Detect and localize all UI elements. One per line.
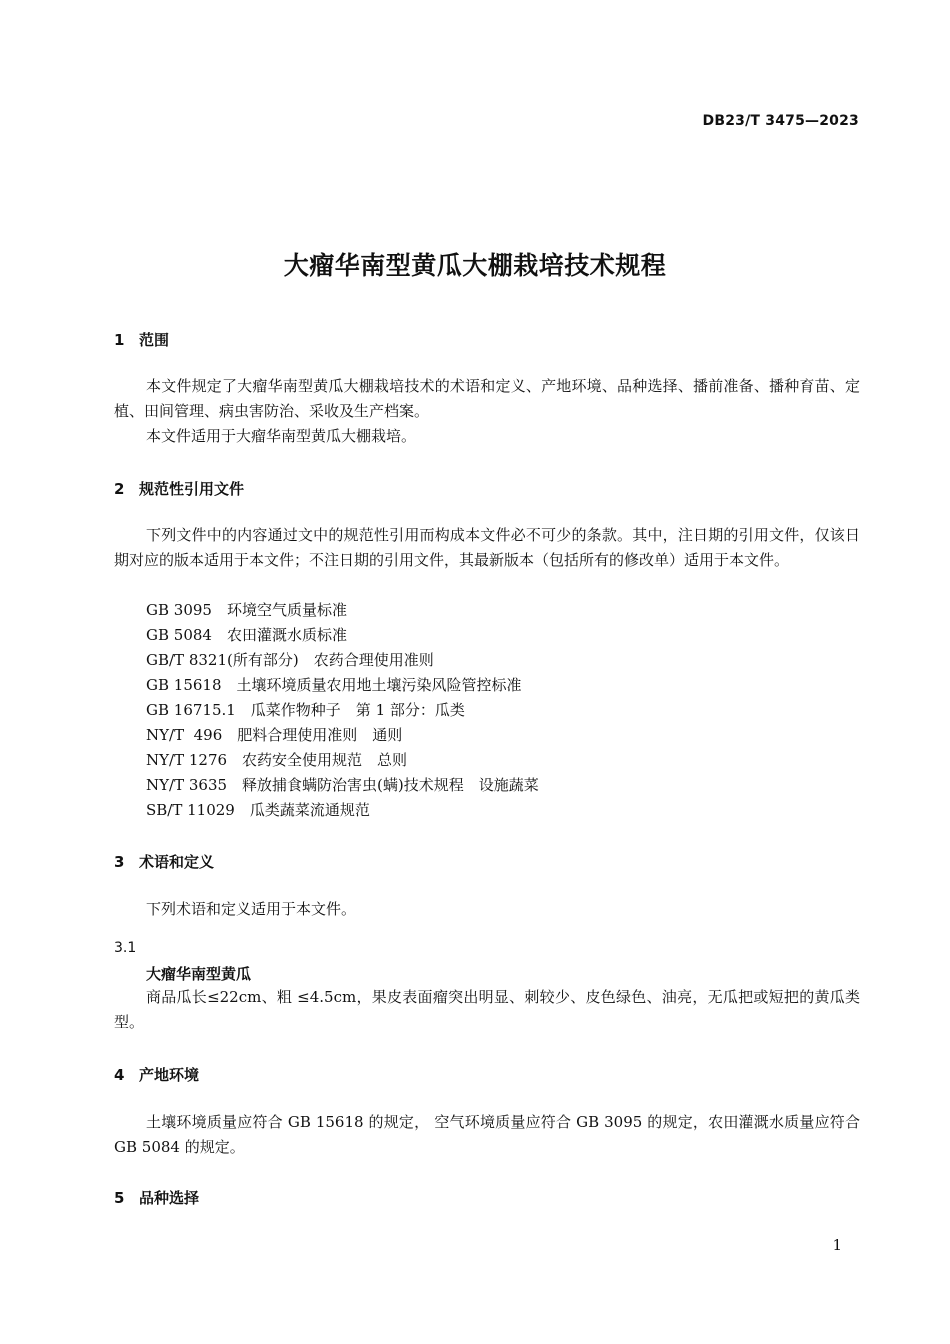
section-title: 产地环境 bbox=[139, 1066, 200, 1084]
document-title: 大瘤华南型黄瓜大棚栽培技术规程 bbox=[283, 251, 667, 280]
reference-item: NY/T 3635 释放捕食螨防治害虫(螨)技术规程 设施蔬菜 bbox=[146, 776, 539, 794]
scope-paragraph-2: 本文件适用于大瘤华南型黄瓜大棚栽培。 bbox=[146, 427, 417, 445]
references-intro-paragraph: 下列文件中的内容通过文中的规范性引用而构成本文件必不可少的条款。其中，注日期的引用文件，仅该日期对应的版本适用于本文件；不注日期的引用文件，其最新版本（包括所有的修改单）适用于本文件。 bbox=[114, 526, 860, 569]
section-number: 3 bbox=[114, 853, 125, 871]
section-heading-2 bbox=[114, 478, 244, 499]
section-number: 2 bbox=[114, 480, 125, 498]
section-number: 4 bbox=[114, 1066, 125, 1084]
reference-item: SB/T 11029 瓜类蔬菜流通规范 bbox=[146, 801, 370, 819]
reference-item: GB/T 8321(所有部分) 农药合理使用准则 bbox=[146, 651, 434, 669]
section-title: 规范性引用文件 bbox=[139, 480, 245, 498]
reference-item: GB 15618 土壤环境质量农用地土壤污染风险管控标准 bbox=[146, 676, 522, 694]
section-heading-1 bbox=[114, 329, 169, 350]
environment-paragraph: 土壤环境质量应符合 GB 15618 的规定， 空气环境质量应符合 GB 3095 的规定，农田灌溉水质量应符合GB 5084 的规定。 bbox=[114, 1113, 860, 1156]
reference-item: GB 16715.1 瓜菜作物种子 第 1 部分：瓜类 bbox=[146, 701, 465, 719]
section-heading-4 bbox=[114, 1064, 199, 1085]
page-number: 1 bbox=[832, 1236, 842, 1254]
section-title: 范围 bbox=[139, 331, 170, 349]
section-number: 1 bbox=[114, 331, 125, 349]
reference-item: NY/T 1276 农药安全使用规范 总则 bbox=[146, 751, 408, 769]
reference-item: GB 3095 环境空气质量标准 bbox=[146, 601, 347, 619]
section-title: 品种选择 bbox=[139, 1189, 200, 1207]
term-number: 3.1 bbox=[114, 940, 137, 956]
term-name: 大瘤华南型黄瓜 bbox=[146, 965, 252, 983]
terms-intro-paragraph: 下列术语和定义适用于本文件。 bbox=[146, 900, 357, 918]
term-definition: 商品瓜长≤22cm、粗 ≤4.5cm，果皮表面瘤突出明显、刺较少、皮色绿色、油亮，无瓜把或短把的黄瓜类型。 bbox=[114, 988, 860, 1031]
reference-item: NY/T 496 肥料合理使用准则 通则 bbox=[146, 726, 403, 744]
section-heading-5 bbox=[114, 1187, 199, 1208]
document-code: DB23/T 3475—2023 bbox=[702, 113, 859, 129]
reference-item: GB 5084 农田灌溉水质标准 bbox=[146, 626, 347, 644]
section-heading-3 bbox=[114, 851, 214, 872]
section-number: 5 bbox=[114, 1189, 125, 1207]
scope-paragraph-1: 本文件规定了大瘤华南型黄瓜大棚栽培技术的术语和定义、产地环境、品种选择、播前准备、播种育苗、定植、田间管理、病虫害防治、采收及生产档案。 bbox=[114, 377, 860, 420]
section-title: 术语和定义 bbox=[139, 853, 215, 871]
